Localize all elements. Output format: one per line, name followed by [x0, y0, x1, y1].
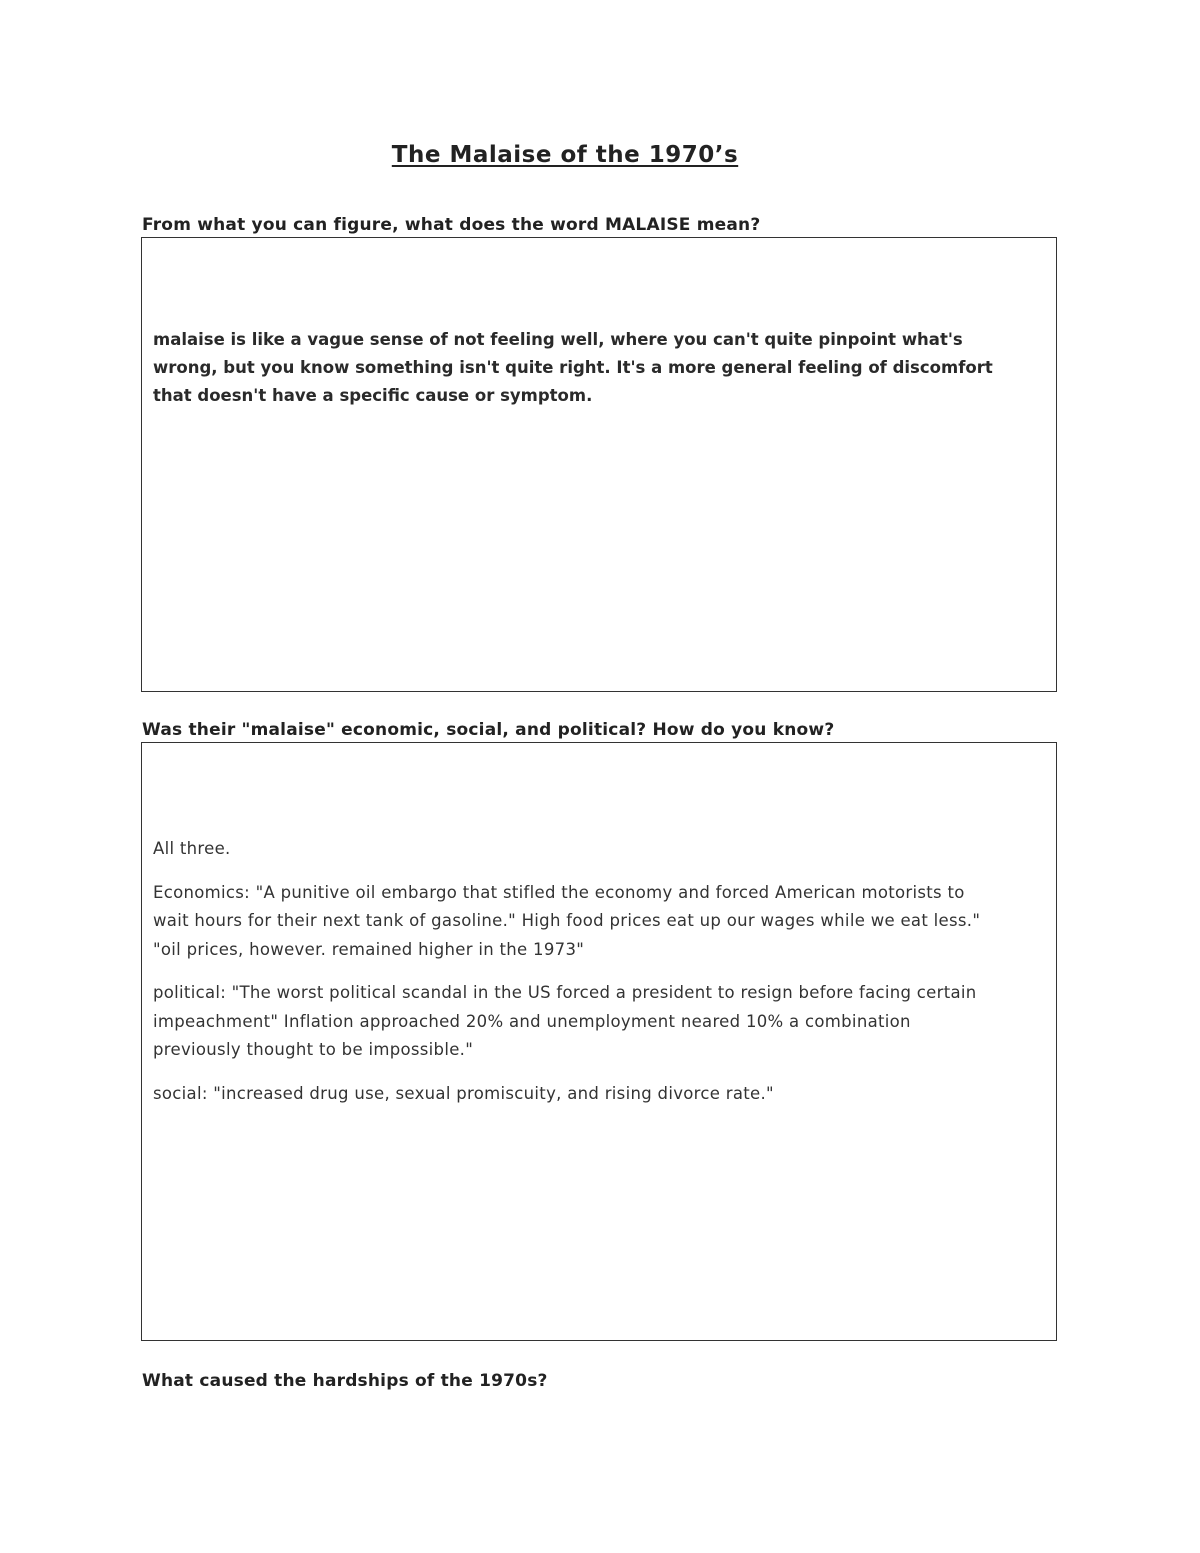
- question-2-prompt: Was their "malaise" economic, social, and political? How do you know?: [142, 720, 835, 740]
- answer-1-text: [153, 326, 996, 410]
- answer-2-paragraph-social: social: "increased drug use, sexual promiscuity, and rising divorce rate.": [153, 1083, 774, 1103]
- answer-2-text: [153, 835, 996, 1123]
- page-title: The Malaise of the 1970’s: [391, 142, 739, 168]
- question-3-prompt: What caused the hardships of the 1970s?: [142, 1371, 548, 1391]
- answer-box-2[interactable]: [141, 742, 1057, 1341]
- answer-2-paragraph-economics: Economics: "A punitive oil embargo that stifled the economy and forced American motorists to wait hours for their next tank of gasoline." High food prices eat up our wages while we eat less." "oil prices, however. remained higher in the 1973": [153, 882, 981, 959]
- question-1-prompt: From what you can figure, what does the word MALAISE mean?: [142, 215, 761, 235]
- answer-box-1[interactable]: [141, 237, 1057, 692]
- answer-2-paragraph-political: political: "The worst political scandal in the US forced a president to resign before facing certain impeachment" Inflation approached 20% and unemployment neared 10% a combination previously thought to be impossible.": [153, 983, 977, 1059]
- answer-1-paragraph: malaise is like a vague sense of not feeling well, where you can't quite pinpoint what's wrong, but you know something isn't quite right. It's a more general feeling of discomfort that doesn't have a specific cause or symptom.: [153, 330, 993, 405]
- answer-2-paragraph-summary: All three.: [153, 839, 231, 858]
